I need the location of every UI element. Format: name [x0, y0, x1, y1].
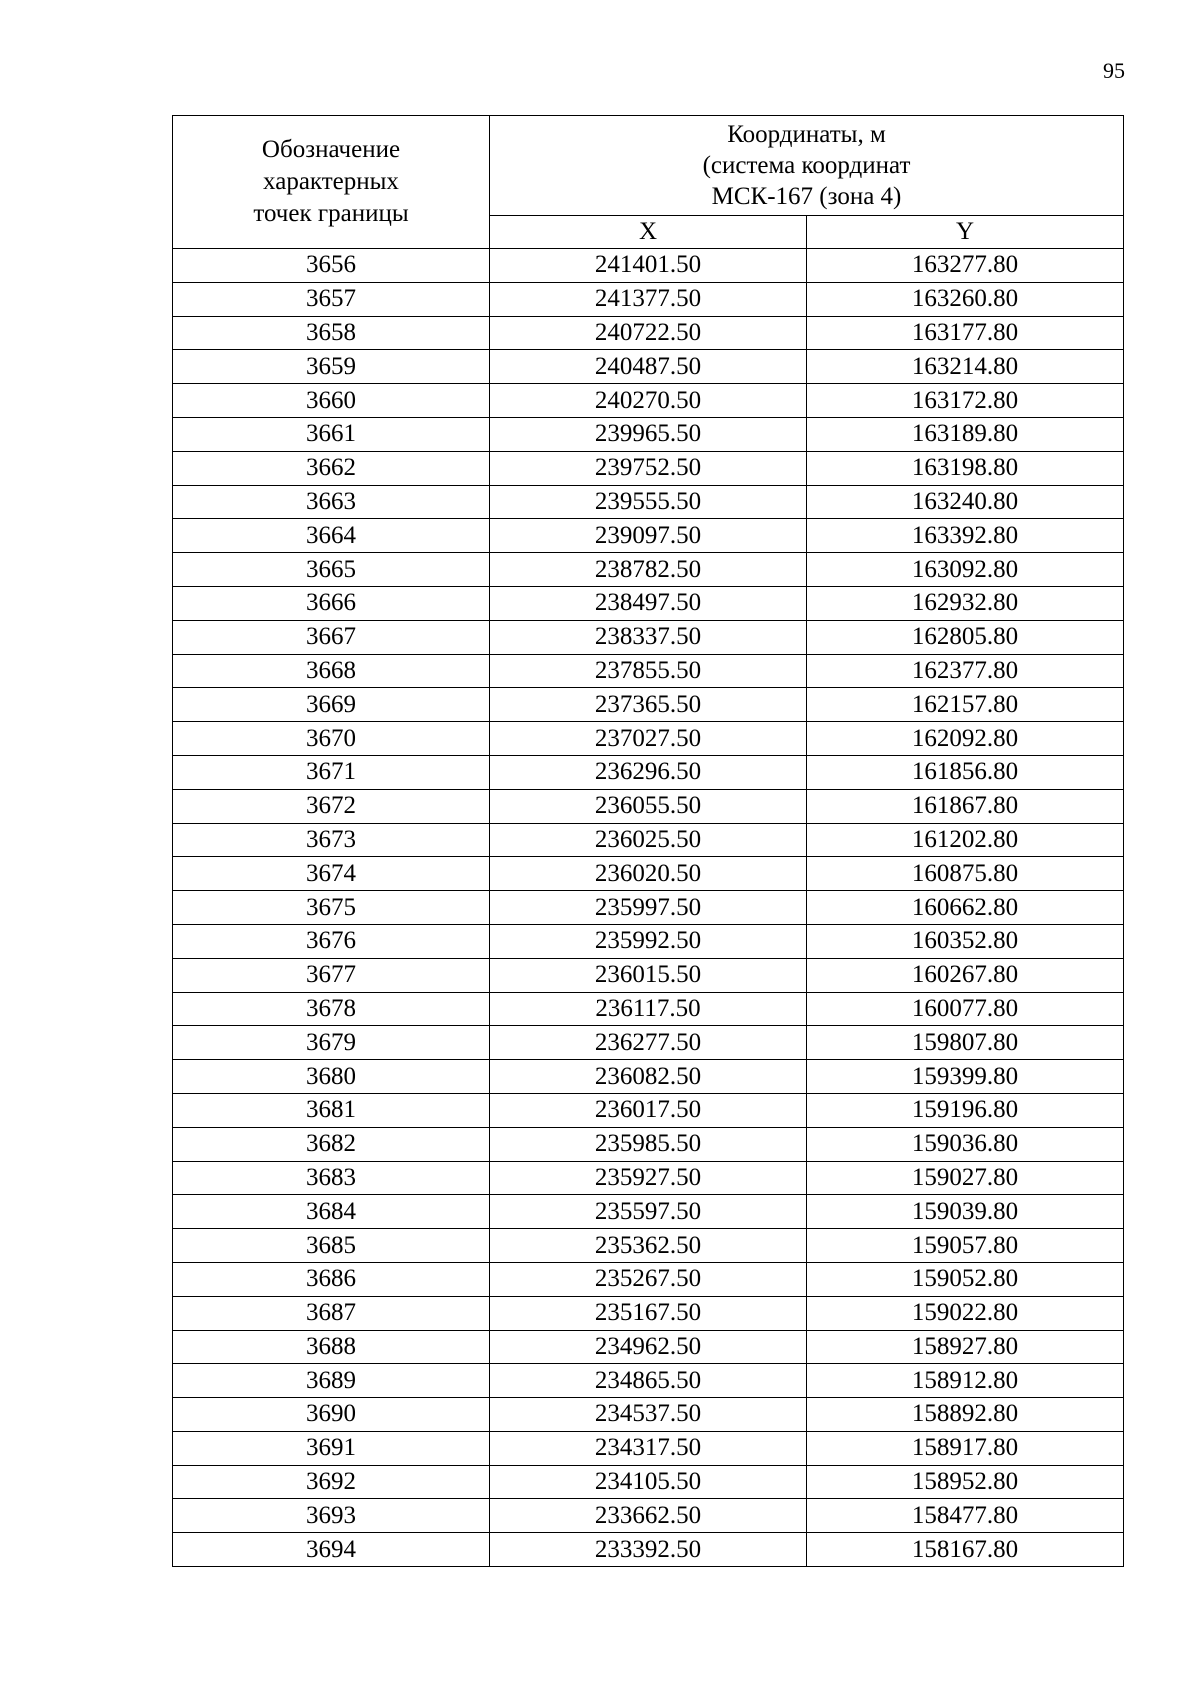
- table-row: [173, 485, 1124, 519]
- table-row: [173, 1161, 1124, 1195]
- page-number: 95: [1103, 58, 1125, 83]
- y-coordinate-cell: 160662.80: [807, 891, 1124, 925]
- table-row: [173, 282, 1124, 316]
- y-coordinate-cell: 161856.80: [807, 755, 1124, 789]
- x-coordinate-cell: 240722.50: [490, 316, 807, 350]
- x-coordinate-cell: 237365.50: [490, 688, 807, 722]
- y-coordinate-cell: 163177.80: [807, 316, 1124, 350]
- point-cell: 3689: [173, 1364, 490, 1398]
- point-cell: 3665: [173, 553, 490, 587]
- point-cell: 3680: [173, 1060, 490, 1094]
- x-coordinate-cell: 239752.50: [490, 451, 807, 485]
- table-row: [173, 992, 1124, 1026]
- y-coordinate-cell: 163277.80: [807, 249, 1124, 283]
- x-coordinate-cell: 236277.50: [490, 1026, 807, 1060]
- x-coordinate-cell: 238337.50: [490, 620, 807, 654]
- x-coordinate-cell: 236055.50: [490, 789, 807, 823]
- y-coordinate-cell: 163189.80: [807, 417, 1124, 451]
- y-coordinate-cell: 159039.80: [807, 1195, 1124, 1229]
- point-cell: 3661: [173, 417, 490, 451]
- table-row: [173, 1060, 1124, 1094]
- table-row: [173, 620, 1124, 654]
- y-axis-header: Y: [807, 215, 1124, 248]
- point-cell: 3681: [173, 1093, 490, 1127]
- point-cell: 3668: [173, 654, 490, 688]
- point-cell: 3664: [173, 519, 490, 553]
- table-row: [173, 958, 1124, 992]
- table-row: [173, 823, 1124, 857]
- table-row: [173, 1229, 1124, 1263]
- x-coordinate-cell: 238782.50: [490, 553, 807, 587]
- table-row: [173, 857, 1124, 891]
- y-coordinate-cell: 162157.80: [807, 688, 1124, 722]
- point-cell: 3690: [173, 1398, 490, 1432]
- x-coordinate-cell: 240487.50: [490, 350, 807, 384]
- table-row: [173, 1296, 1124, 1330]
- table-row: [173, 755, 1124, 789]
- table-row: [173, 1465, 1124, 1499]
- y-coordinate-cell: 162805.80: [807, 620, 1124, 654]
- x-coordinate-cell: 235927.50: [490, 1161, 807, 1195]
- point-cell: 3693: [173, 1499, 490, 1533]
- point-cell: 3682: [173, 1127, 490, 1161]
- table-row: [173, 722, 1124, 756]
- x-coordinate-cell: 235267.50: [490, 1262, 807, 1296]
- y-coordinate-cell: 159399.80: [807, 1060, 1124, 1094]
- y-coordinate-cell: 160875.80: [807, 857, 1124, 891]
- point-cell: 3685: [173, 1229, 490, 1263]
- y-coordinate-cell: 163214.80: [807, 350, 1124, 384]
- point-cell: 3666: [173, 586, 490, 620]
- table-body: [173, 249, 1124, 1567]
- point-cell: 3694: [173, 1533, 490, 1567]
- x-coordinate-cell: 235362.50: [490, 1229, 807, 1263]
- y-coordinate-cell: 159057.80: [807, 1229, 1124, 1263]
- y-coordinate-cell: 162377.80: [807, 654, 1124, 688]
- table-row: [173, 1533, 1124, 1567]
- point-cell: 3656: [173, 249, 490, 283]
- y-coordinate-cell: 161202.80: [807, 823, 1124, 857]
- point-cell: 3683: [173, 1161, 490, 1195]
- y-coordinate-cell: 163260.80: [807, 282, 1124, 316]
- point-cell: 3687: [173, 1296, 490, 1330]
- table-row: [173, 586, 1124, 620]
- point-cell: 3663: [173, 485, 490, 519]
- y-coordinate-cell: 158892.80: [807, 1398, 1124, 1432]
- table-row: [173, 688, 1124, 722]
- point-cell: 3674: [173, 857, 490, 891]
- table-row: [173, 384, 1124, 418]
- x-coordinate-cell: 234537.50: [490, 1398, 807, 1432]
- x-coordinate-cell: 236020.50: [490, 857, 807, 891]
- table-row: [173, 654, 1124, 688]
- y-coordinate-cell: 163092.80: [807, 553, 1124, 587]
- x-coordinate-cell: 234105.50: [490, 1465, 807, 1499]
- point-cell: 3684: [173, 1195, 490, 1229]
- point-cell: 3675: [173, 891, 490, 925]
- x-coordinate-cell: 236017.50: [490, 1093, 807, 1127]
- y-coordinate-cell: 158927.80: [807, 1330, 1124, 1364]
- x-coordinate-cell: 241377.50: [490, 282, 807, 316]
- x-coordinate-cell: 234865.50: [490, 1364, 807, 1398]
- table-row: [173, 1093, 1124, 1127]
- point-cell: 3671: [173, 755, 490, 789]
- table-row: [173, 553, 1124, 587]
- y-coordinate-cell: 162092.80: [807, 722, 1124, 756]
- table-header: [173, 116, 1124, 249]
- table-row: [173, 1026, 1124, 1060]
- table-row: [173, 1262, 1124, 1296]
- point-cell: 3672: [173, 789, 490, 823]
- coordinates-header-line: МСК-167 (зона 4): [711, 182, 902, 210]
- point-cell: 3657: [173, 282, 490, 316]
- x-coordinate-cell: 236025.50: [490, 823, 807, 857]
- y-coordinate-cell: 163392.80: [807, 519, 1124, 553]
- y-coordinate-cell: 163240.80: [807, 485, 1124, 519]
- x-coordinate-cell: 236117.50: [490, 992, 807, 1026]
- y-coordinate-cell: 159027.80: [807, 1161, 1124, 1195]
- x-coordinate-cell: 239097.50: [490, 519, 807, 553]
- y-coordinate-cell: 159807.80: [807, 1026, 1124, 1060]
- x-coordinate-cell: 236296.50: [490, 755, 807, 789]
- y-coordinate-cell: 159196.80: [807, 1093, 1124, 1127]
- x-coordinate-cell: 235992.50: [490, 924, 807, 958]
- y-coordinate-cell: 158912.80: [807, 1364, 1124, 1398]
- y-coordinate-cell: 163198.80: [807, 451, 1124, 485]
- table-row: [173, 1398, 1124, 1432]
- point-cell: 3676: [173, 924, 490, 958]
- x-coordinate-cell: 236015.50: [490, 958, 807, 992]
- x-coordinate-cell: 234962.50: [490, 1330, 807, 1364]
- y-coordinate-cell: 159022.80: [807, 1296, 1124, 1330]
- x-coordinate-cell: 235997.50: [490, 891, 807, 925]
- y-coordinate-cell: 161867.80: [807, 789, 1124, 823]
- y-coordinate-cell: 160077.80: [807, 992, 1124, 1026]
- x-coordinate-cell: 235597.50: [490, 1195, 807, 1229]
- point-cell: 3658: [173, 316, 490, 350]
- point-cell: 3673: [173, 823, 490, 857]
- x-coordinate-cell: 239965.50: [490, 417, 807, 451]
- point-cell: 3679: [173, 1026, 490, 1060]
- x-coordinate-cell: 235985.50: [490, 1127, 807, 1161]
- x-coordinate-cell: 237027.50: [490, 722, 807, 756]
- table-row: [173, 1499, 1124, 1533]
- table-row: [173, 789, 1124, 823]
- coordinates-header: [490, 116, 1124, 216]
- designation-header: [173, 116, 490, 249]
- x-coordinate-cell: 237855.50: [490, 654, 807, 688]
- header-row-top: [173, 116, 1124, 216]
- coordinates-header-line: Координаты, м: [727, 120, 886, 148]
- y-coordinate-cell: 158167.80: [807, 1533, 1124, 1567]
- table-row: [173, 1330, 1124, 1364]
- coordinates-header-line: (система координат: [702, 151, 911, 179]
- x-coordinate-cell: 235167.50: [490, 1296, 807, 1330]
- x-coordinate-cell: 240270.50: [490, 384, 807, 418]
- point-cell: 3659: [173, 350, 490, 384]
- table-row: [173, 891, 1124, 925]
- table-row: [173, 1364, 1124, 1398]
- x-coordinate-cell: 233662.50: [490, 1499, 807, 1533]
- table-row: [173, 417, 1124, 451]
- x-coordinate-cell: 241401.50: [490, 249, 807, 283]
- y-coordinate-cell: 159052.80: [807, 1262, 1124, 1296]
- table-row: [173, 1127, 1124, 1161]
- coordinates-table: [172, 115, 1124, 1567]
- x-coordinate-cell: 239555.50: [490, 485, 807, 519]
- point-cell: 3662: [173, 451, 490, 485]
- designation-header-line: Обозначение: [261, 136, 401, 163]
- x-coordinate-cell: 233392.50: [490, 1533, 807, 1567]
- y-coordinate-cell: 158952.80: [807, 1465, 1124, 1499]
- table-row: [173, 1195, 1124, 1229]
- x-coordinate-cell: 236082.50: [490, 1060, 807, 1094]
- point-cell: 3677: [173, 958, 490, 992]
- y-coordinate-cell: 160352.80: [807, 924, 1124, 958]
- y-coordinate-cell: 159036.80: [807, 1127, 1124, 1161]
- table-row: [173, 249, 1124, 283]
- x-coordinate-cell: 234317.50: [490, 1431, 807, 1465]
- point-cell: 3688: [173, 1330, 490, 1364]
- x-axis-header: X: [490, 215, 807, 248]
- point-cell: 3660: [173, 384, 490, 418]
- point-cell: 3670: [173, 722, 490, 756]
- y-coordinate-cell: 158477.80: [807, 1499, 1124, 1533]
- y-coordinate-cell: 163172.80: [807, 384, 1124, 418]
- point-cell: 3692: [173, 1465, 490, 1499]
- point-cell: 3667: [173, 620, 490, 654]
- x-coordinate-cell: 238497.50: [490, 586, 807, 620]
- designation-header-line: точек границы: [253, 200, 409, 227]
- table-row: [173, 451, 1124, 485]
- table-row: [173, 519, 1124, 553]
- point-cell: 3686: [173, 1262, 490, 1296]
- designation-header-line: характерных: [263, 168, 399, 195]
- y-coordinate-cell: 158917.80: [807, 1431, 1124, 1465]
- table-row: [173, 1431, 1124, 1465]
- y-coordinate-cell: 160267.80: [807, 958, 1124, 992]
- point-cell: 3691: [173, 1431, 490, 1465]
- table-row: [173, 316, 1124, 350]
- y-coordinate-cell: 162932.80: [807, 586, 1124, 620]
- point-cell: 3669: [173, 688, 490, 722]
- point-cell: 3678: [173, 992, 490, 1026]
- table-row: [173, 924, 1124, 958]
- table-row: [173, 350, 1124, 384]
